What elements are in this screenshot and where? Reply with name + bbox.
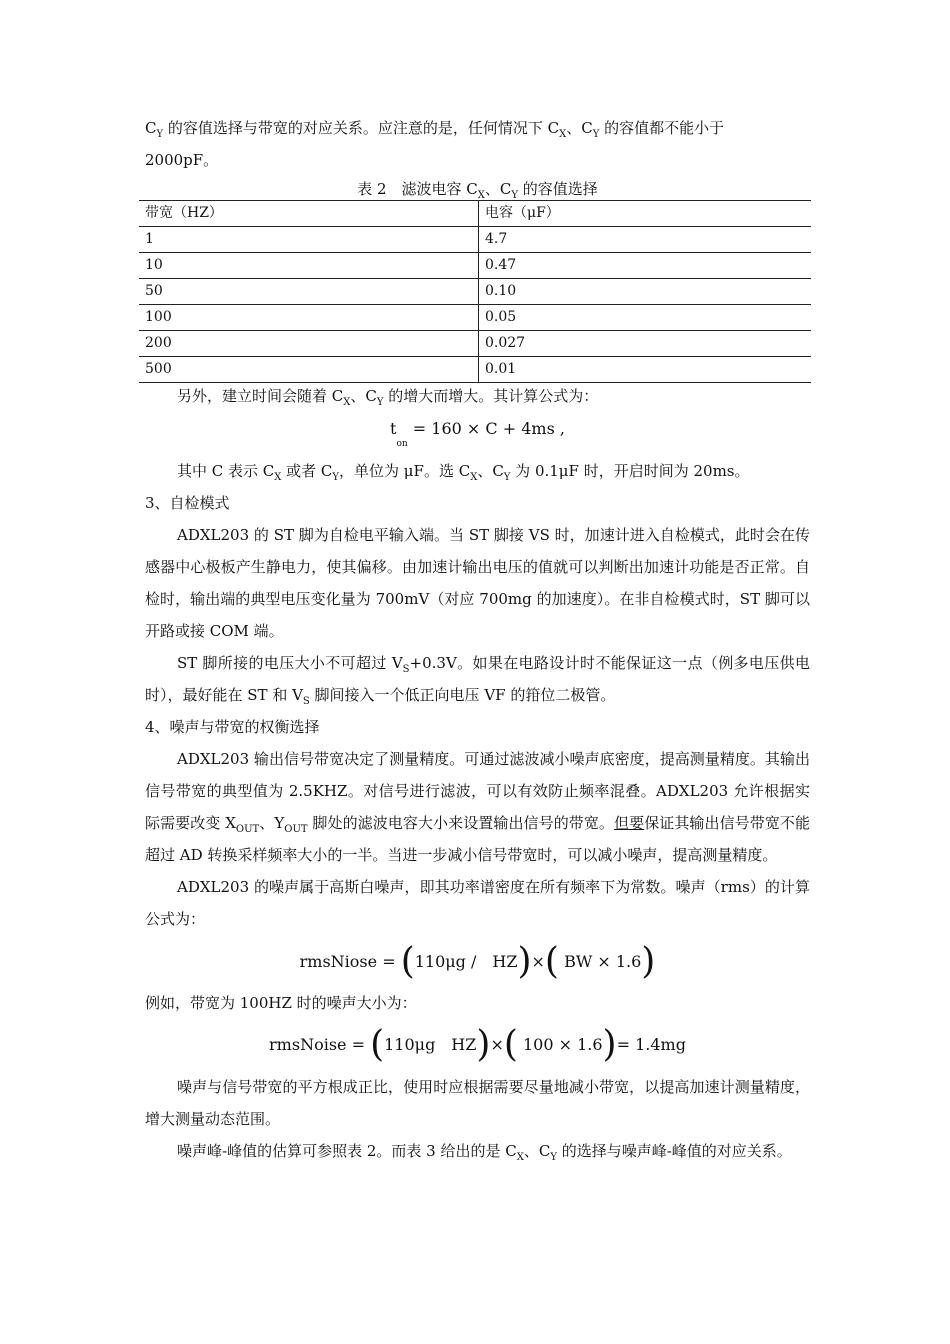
section4-heading: 4、噪声与带宽的权衡选择 <box>145 718 320 736</box>
formula-noise-example: rmsNoise = (110μg HZ)×( 100 × 1.6)= 1.4mg <box>269 1024 686 1065</box>
selftest-paragraph: ADXL203 的 ST 脚为自检电平输入端。当 ST 脚接 VS 时，加速计进入自检模式，此时会在传感器中心极板产生静电力，使其偏移。由加速计输出电压的值就可以判断出加速计功能是否正常。自检时，输出端的典型电压变化量为 700mV（对应 700mg 的加速度）。在非自检模式时，ST 脚可以开路或接 COM 端。 <box>145 526 810 640</box>
example-paragraph: 例如，带宽为 100HZ 时的噪声大小为： <box>145 994 417 1012</box>
table2-caption: 表 2 滤波电容 $C_X$、$C_Y$ 的容值选择 <box>357 180 598 201</box>
noise-paragraph: ADXL203 的噪声属于高斯白噪声，即其功率谱密度在所有频率下为常数。噪声（rms）的计算公式为： <box>145 878 810 928</box>
table-header-row <box>139 201 811 227</box>
table-row: 1 4.7 <box>139 227 811 253</box>
peak-paragraph: 噪声峰-峰值的估算可参照表 2。而表 3 给出的是 $C_X$、$C_Y$ 的选择与噪声峰-峰值的对应关系。 <box>177 1142 792 1163</box>
section3-heading: 3、自检模式 <box>145 494 230 512</box>
table-row: 100 0.05 <box>139 305 811 331</box>
table-row: 50 0.10 <box>139 279 811 305</box>
header-bandwidth: 带宽（HZ） <box>139 201 479 227</box>
proportional-paragraph: 噪声与信号带宽的平方根成正比，使用时应根据需要尽量地减小带宽，以提高加速计测量精度，增大测量动态范围。 <box>145 1078 810 1128</box>
table2 <box>139 200 811 383</box>
table-row: 200 0.027 <box>139 331 811 357</box>
table-row: 500 0.01 <box>139 357 811 383</box>
st-voltage-paragraph: ST 脚所接的电压大小不可超过 $V_S+0.3V$。如果在电路设计时不能保证这一点（例多电压供电时），最好能在 ST 和 $V_S$ 脚间接入一个低正向电压 VF 的箝位二极管。 <box>145 654 810 707</box>
formula-ton: $t_{on} = 160 \times C + 4ms$ , <box>390 419 565 449</box>
settle-paragraph: 另外，建立时间会随着 $C_X$、$C_Y$ 的增大而增大。其计算公式为： <box>177 387 599 408</box>
bandwidth-paragraph: ADXL203 输出信号带宽决定了测量精度。可通过滤波减小噪声底密度，提高测量精度。其输出信号带宽的典型值为 2.5KHZ。对信号进行滤波，可以有效防止频率混叠。ADXL203 允许根据实际需要改变 $X_{OUT}$、$Y_{OUT}$ 脚处的滤波电容大小来设置输出信号的带宽。但要保证其输出信号带宽不能超过 AD 转换采样频率大小的一半。当进一步减小信号带宽时，可以减小噪声，提高测量精度。 <box>145 750 810 864</box>
formula-rms-noise: rmsNiose = (110μg / HZ)×( BW × 1.6) <box>299 941 656 982</box>
table-row: 10 0.47 <box>139 253 811 279</box>
header-capacitance: 电容（μF） <box>479 201 812 227</box>
where-paragraph: 其中 C 表示 $C_X$ 或者 $C_Y$，单位为 μF。选 $C_X$、$C_Y$ 为 0.1μF 时，开启时间为 20ms。 <box>177 462 750 483</box>
intro-paragraph: $C_Y$ 的容值选择与带宽的对应关系。应注意的是，任何情况下 $C_X$、$C_Y$ 的容值都不能小于 2000pF。 <box>145 119 725 169</box>
document-page <box>145 112 810 1167</box>
